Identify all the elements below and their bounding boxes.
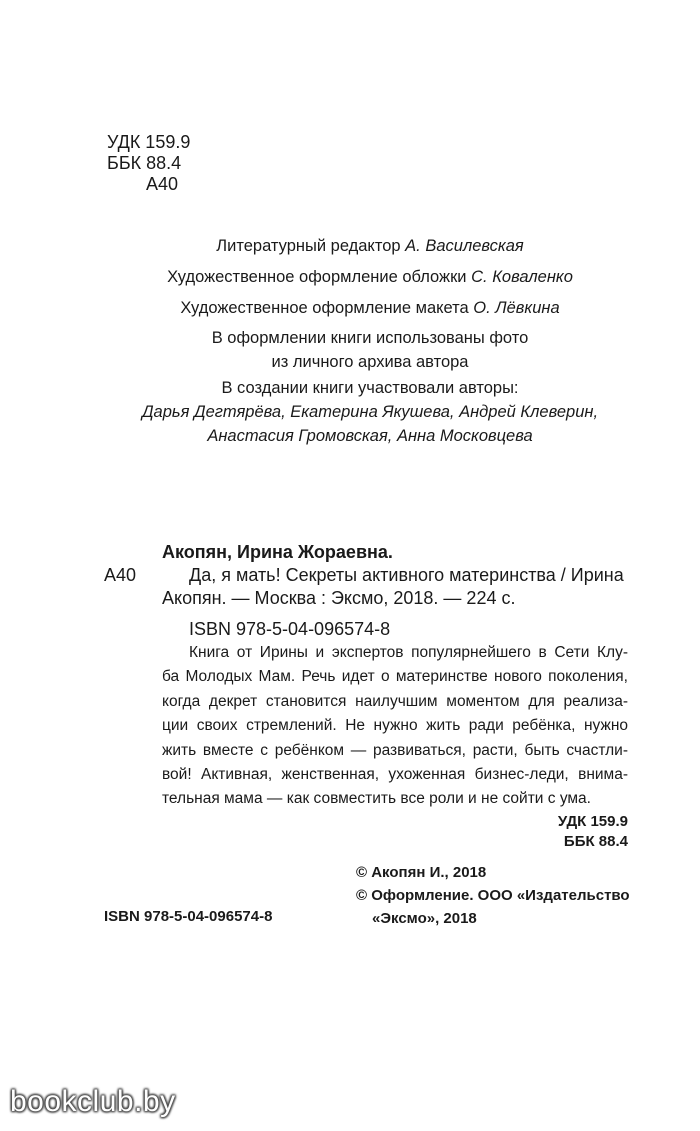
copyright-design-line-2: «Эксмо», 2018 [372, 910, 477, 927]
abstract-line: жить вместе с ребёнком — развиваться, расти, быть счастли- [162, 741, 628, 759]
abstract-line: ции своих стремлений. Не нужно жить ради ребёнка, нужно [162, 717, 628, 735]
abstract-line: Книга от Ирины и экспертов популярнейшего в Сети Клу- [189, 644, 628, 661]
catalog-isbn: ISBN 978-5-04-096574-8 [189, 619, 391, 639]
copyright-design-line-1: © Оформление. ООО «Издательство [356, 887, 630, 904]
catalog-udk: УДК 159.9 [557, 813, 628, 830]
credit-contributors: В создании книги участвовали авторы: Дарья Дегтярёва, Екатерина Якушева, Андрей Клеверин, Анастасия Громовская, Анна Московцева [141, 379, 599, 445]
catalog-bbk: ББК 88.4 [563, 833, 628, 850]
abstract-line: ба Молодых Мам. Речь идет о материнстве нового поколения, [162, 668, 628, 686]
bbk-code-top: ББК 88.4 [107, 153, 182, 173]
credit-photos: В оформлении книги использованы фото из личного архива автора [211, 329, 529, 371]
author-mark-top: А40 [146, 174, 179, 194]
catalog-title-line-1: Да, я мать! Секреты активного материнства / Ирина [189, 565, 624, 585]
credit-layout-design: Художественное оформление макета О. Лёвкина [180, 299, 560, 317]
catalog-author-heading: Акопян, Ирина Жораевна. [162, 542, 393, 562]
footer-isbn: ISBN 978-5-04-096574-8 [104, 908, 273, 925]
abstract-line: вой! Активная, женственная, ухоженная бизнес-леди, внима- [162, 766, 628, 784]
credit-cover-design: Художественное оформление обложки С. Коваленко [167, 268, 573, 286]
udk-code-top: УДК 159.9 [107, 132, 191, 152]
watermark-logo: bookclub.by [10, 1085, 176, 1118]
credit-editor: Литературный редактор А. Василевская [216, 237, 524, 255]
abstract-line: тельная мама — как совместить все роли и не сойти с ума. [162, 790, 591, 808]
catalog-abstract [162, 641, 628, 812]
abstract-line: когда декрет становится наилучшим моментом для реализа- [162, 692, 628, 710]
catalog-title-line-2: Акопян. — Москва : Эксмо, 2018. — 224 с. [162, 588, 516, 608]
catalog-author-mark: А40 [104, 565, 137, 585]
copyright-author: © Акопян И., 2018 [356, 864, 487, 881]
